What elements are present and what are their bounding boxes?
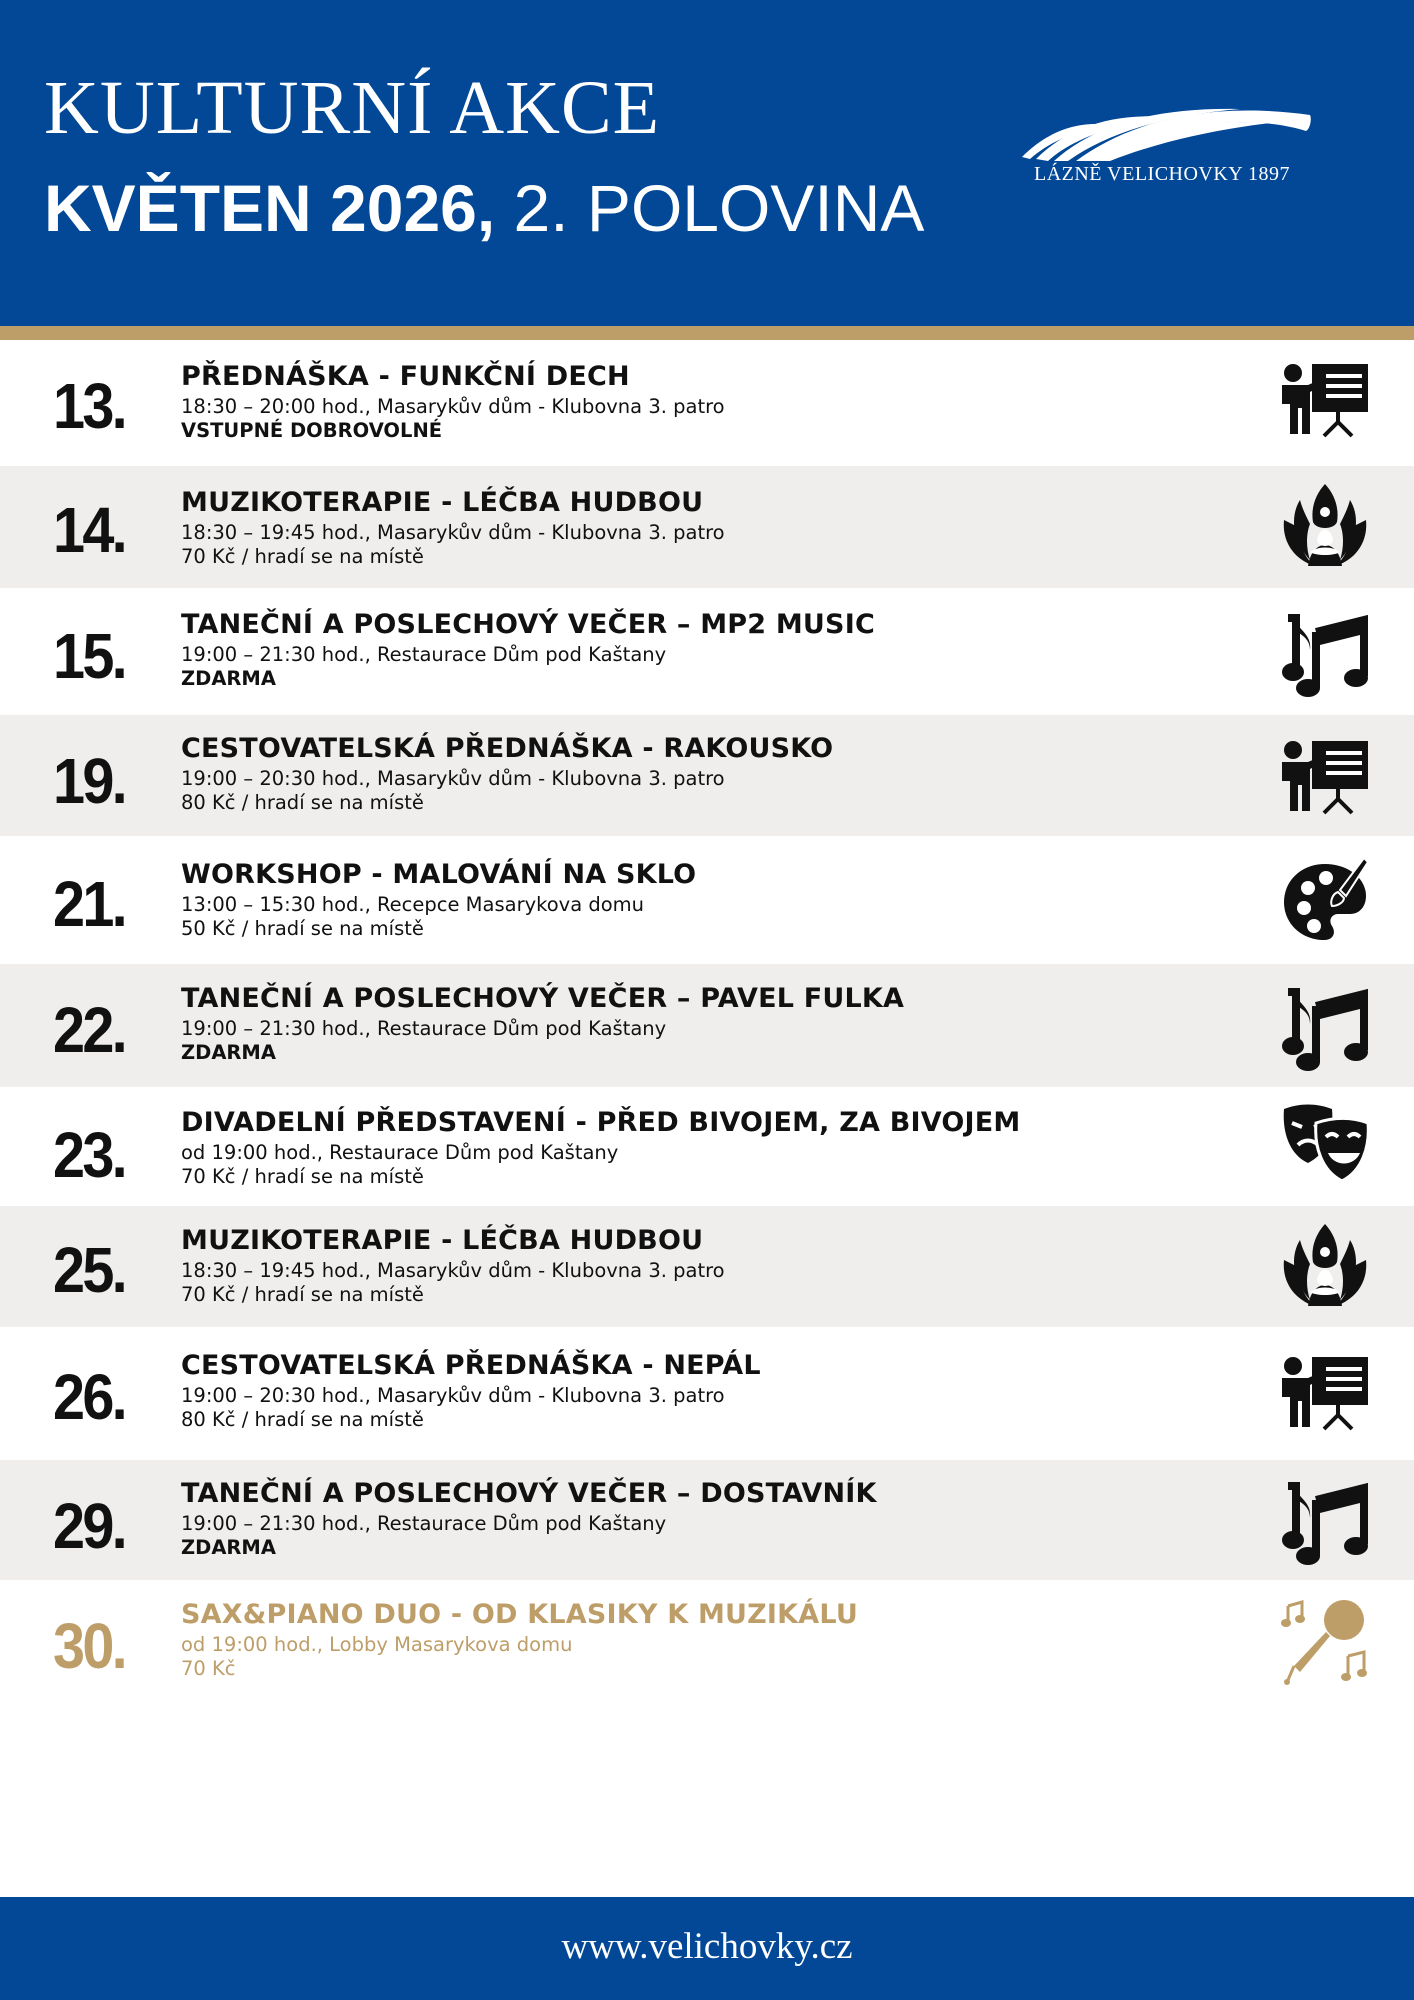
event-time-place: od 19:00 hod., Lobby Masarykova domu bbox=[181, 1632, 573, 1656]
event-row bbox=[0, 715, 1414, 836]
logo-arcs-icon bbox=[1020, 95, 1320, 165]
event-price: 70 Kč / hradí se na místě bbox=[181, 1283, 424, 1307]
event-date: 14. bbox=[53, 494, 125, 566]
logo-text: LÁZNĚ VELICHOVKY 1897 bbox=[1033, 163, 1291, 185]
event-row bbox=[0, 1087, 1414, 1206]
event-price: 70 Kč / hradí se na místě bbox=[181, 545, 424, 569]
event-time-place: 19:00 – 21:30 hod., Restaurace Dům pod Kaštany bbox=[181, 1016, 667, 1040]
page-title: KULTURNÍ AKCE bbox=[44, 66, 661, 150]
theater-masks-icon bbox=[1280, 1101, 1370, 1191]
lotus-meditation-icon bbox=[1280, 1222, 1370, 1312]
event-price: 70 Kč bbox=[181, 1657, 236, 1681]
event-row bbox=[0, 836, 1414, 964]
event-time-place: 19:00 – 20:30 hod., Masarykův dům - Klubovna 3. patro bbox=[181, 766, 725, 790]
event-title: DIVADELNÍ PŘEDSTAVENÍ - PŘED BIVOJEM, ZA BIVOJEM bbox=[181, 1107, 1021, 1138]
event-date: 29. bbox=[53, 1490, 125, 1562]
event-price: 80 Kč / hradí se na místě bbox=[181, 1408, 424, 1432]
event-title: CESTOVATELSKÁ PŘEDNÁŠKA - RAKOUSKO bbox=[181, 733, 834, 764]
event-title: TANEČNÍ A POSLECHOVÝ VEČER – MP2 MUSIC bbox=[181, 609, 875, 640]
event-price: ZDARMA bbox=[181, 1041, 276, 1065]
event-title: TANEČNÍ A POSLECHOVÝ VEČER – PAVEL FULKA bbox=[181, 983, 905, 1014]
event-title: MUZIKOTERAPIE - LÉČBA HUDBOU bbox=[181, 1225, 704, 1256]
lecture-icon bbox=[1280, 735, 1370, 825]
half-label: 2. POLOVINA bbox=[495, 171, 925, 245]
event-price: 80 Kč / hradí se na místě bbox=[181, 791, 424, 815]
music-notes-icon bbox=[1280, 610, 1370, 700]
event-date: 13. bbox=[53, 370, 125, 442]
event-title: TANEČNÍ A POSLECHOVÝ VEČER – DOSTAVNÍK bbox=[181, 1478, 877, 1509]
event-price: 50 Kč / hradí se na místě bbox=[181, 917, 424, 941]
music-notes-icon bbox=[1280, 1478, 1370, 1568]
event-time-place: 19:00 – 20:30 hod., Masarykův dům - Klubovna 3. patro bbox=[181, 1383, 725, 1407]
event-time-place: 19:00 – 21:30 hod., Restaurace Dům pod Kaštany bbox=[181, 1511, 667, 1535]
event-date: 19. bbox=[53, 745, 125, 817]
website-link[interactable]: www.velichovky.cz bbox=[561, 1926, 853, 1967]
event-time-place: 19:00 – 21:30 hod., Restaurace Dům pod Kaštany bbox=[181, 642, 667, 666]
event-row bbox=[0, 1206, 1414, 1327]
event-row bbox=[0, 340, 1414, 466]
event-price: 70 Kč / hradí se na místě bbox=[181, 1165, 424, 1189]
event-title: SAX&PIANO DUO - OD KLASIKY K MUZIKÁLU bbox=[181, 1599, 858, 1630]
microphone-icon bbox=[1280, 1596, 1370, 1686]
event-date: 21. bbox=[53, 868, 125, 940]
event-title: MUZIKOTERAPIE - LÉČBA HUDBOU bbox=[181, 487, 704, 518]
event-price: ZDARMA bbox=[181, 1536, 276, 1560]
event-row bbox=[0, 588, 1414, 715]
month-year: KVĚTEN 2026, bbox=[44, 171, 496, 245]
event-time-place: 13:00 – 15:30 hod., Recepce Masarykova domu bbox=[181, 892, 645, 916]
event-time-place: 18:30 – 20:00 hod., Masarykův dům - Klubovna 3. patro bbox=[181, 394, 725, 418]
event-price: ZDARMA bbox=[181, 667, 276, 691]
event-row-highlighted bbox=[0, 1580, 1414, 1706]
event-title: CESTOVATELSKÁ PŘEDNÁŠKA - NEPÁL bbox=[181, 1350, 761, 1381]
event-date: 30. bbox=[53, 1610, 125, 1682]
event-title: PŘEDNÁŠKA - FUNKČNÍ DECH bbox=[181, 361, 630, 392]
lotus-meditation-icon bbox=[1280, 482, 1370, 572]
event-date: 25. bbox=[53, 1234, 125, 1306]
event-date: 23. bbox=[53, 1119, 125, 1191]
event-title: WORKSHOP - MALOVÁNÍ NA SKLO bbox=[181, 859, 697, 890]
event-time-place: 18:30 – 19:45 hod., Masarykův dům - Klubovna 3. patro bbox=[181, 520, 725, 544]
event-date: 15. bbox=[53, 620, 125, 692]
event-row bbox=[0, 964, 1414, 1087]
event-row bbox=[0, 1327, 1414, 1460]
page-subtitle bbox=[44, 171, 925, 245]
gold-divider bbox=[0, 326, 1414, 340]
event-date: 26. bbox=[53, 1361, 125, 1433]
event-time-place: od 19:00 hod., Restaurace Dům pod Kaštany bbox=[181, 1140, 619, 1164]
event-row bbox=[0, 466, 1414, 588]
lecture-icon bbox=[1280, 358, 1370, 448]
paint-palette-icon bbox=[1280, 856, 1370, 946]
lecture-icon bbox=[1280, 1351, 1370, 1441]
event-price: VSTUPNÉ DOBROVOLNÉ bbox=[181, 419, 443, 443]
event-time-place: 18:30 – 19:45 hod., Masarykův dům - Klubovna 3. patro bbox=[181, 1258, 725, 1282]
music-notes-icon bbox=[1280, 984, 1370, 1074]
event-date: 22. bbox=[53, 994, 125, 1066]
event-row bbox=[0, 1460, 1414, 1580]
